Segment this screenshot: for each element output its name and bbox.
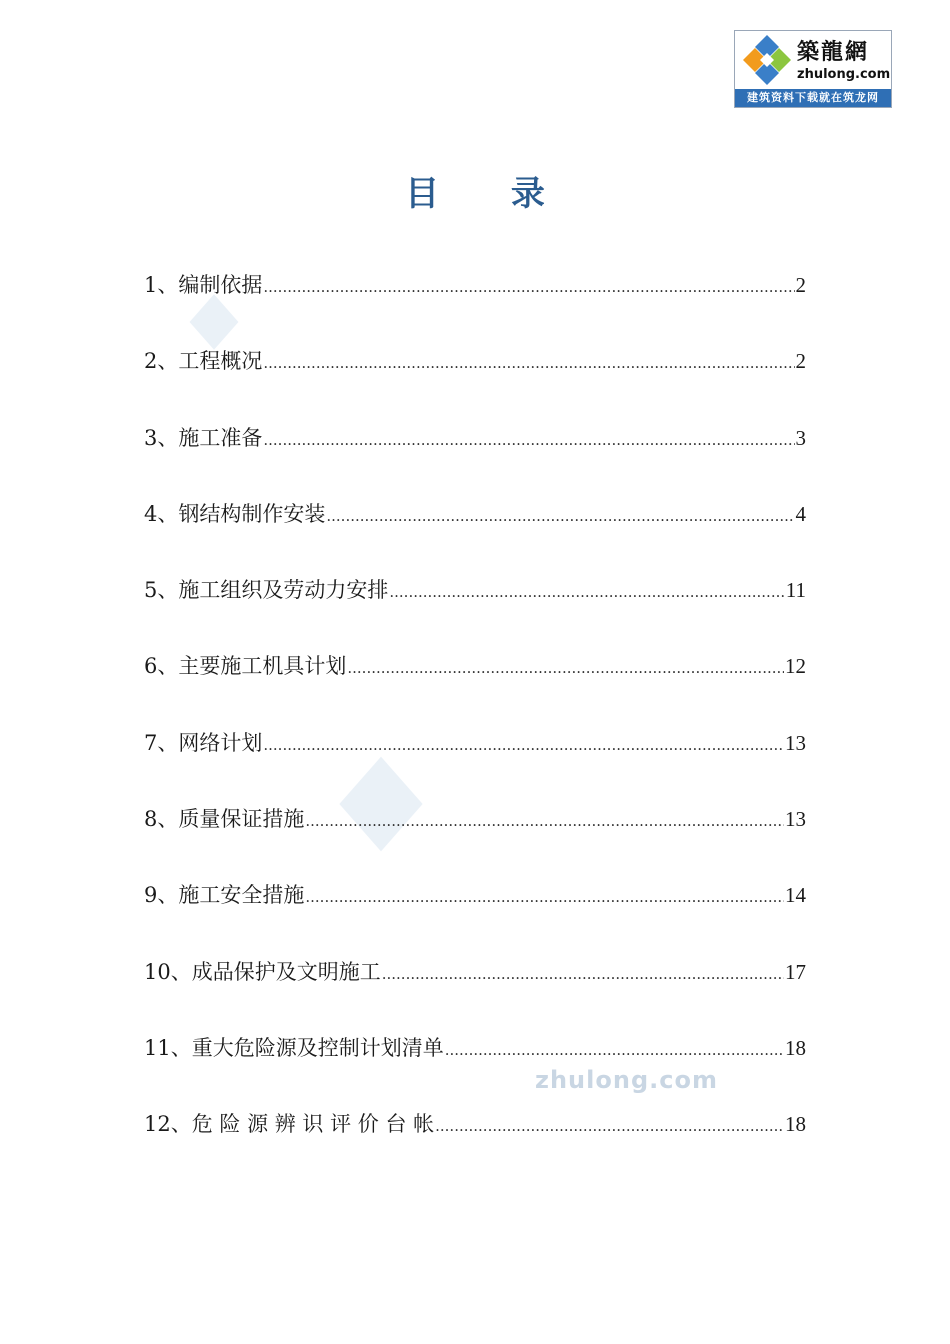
page-title: 目 录 — [405, 174, 575, 214]
toc-entry[interactable] — [144, 1029, 806, 1105]
toc-entry-page: 13 — [785, 730, 806, 755]
toc-entry[interactable] — [144, 419, 806, 495]
toc-entry-page: 18 — [785, 1112, 806, 1137]
toc-dot-leader — [263, 268, 794, 306]
toc-entry-label: 3、施工准备 — [144, 425, 263, 450]
toc-entry-label: 10、成品保护及文明施工 — [144, 959, 381, 984]
toc-dot-leader — [435, 1107, 784, 1145]
toc-entry-page: 18 — [785, 1035, 806, 1060]
zhulong-logo-icon — [739, 33, 795, 87]
toc-entry-label: 4、钢结构制作安装 — [144, 501, 326, 526]
toc-dot-leader — [445, 1031, 784, 1069]
toc-dot-leader — [305, 878, 784, 916]
toc-entry-page: 3 — [795, 425, 806, 450]
toc-entry-page: 12 — [785, 654, 806, 679]
toc-entry-page: 14 — [785, 883, 806, 908]
logo-tagline: 建筑资料下载就在筑龙网 — [735, 89, 891, 107]
toc-entry-label: 7、网络计划 — [144, 730, 263, 755]
toc-entry-label: 5、施工组织及劳动力安排 — [144, 578, 389, 603]
toc-entry-page: 17 — [785, 959, 806, 984]
toc-entry[interactable] — [144, 647, 806, 723]
toc-dot-leader — [263, 726, 784, 764]
toc-dot-leader — [326, 497, 794, 535]
toc-entry-page: 13 — [785, 807, 806, 832]
toc-entry-label: 1、编制依据 — [144, 273, 263, 297]
toc-entry-page: 4 — [795, 501, 806, 526]
toc-entry[interactable] — [144, 571, 806, 647]
toc-entry-label: 11、重大危险源及控制计划清单 — [144, 1035, 444, 1060]
toc-entry[interactable] — [144, 953, 806, 1029]
toc-entry[interactable] — [144, 876, 806, 952]
toc-dot-leader — [389, 573, 784, 611]
toc-entry[interactable] — [144, 1105, 806, 1181]
toc-entry-label: 6、主要施工机具计划 — [144, 654, 347, 679]
watermark-text: zhulong.com — [535, 1066, 718, 1094]
table-of-contents — [144, 266, 806, 1182]
toc-entry-page: 11 — [785, 578, 806, 603]
toc-dot-leader — [263, 344, 794, 382]
toc-entry[interactable] — [144, 342, 806, 418]
toc-entry-page: 2 — [795, 349, 806, 374]
toc-dot-leader — [382, 955, 784, 993]
toc-entry-label: 12、危 险 源 辨 识 评 价 台 帐 — [144, 1112, 435, 1137]
toc-entry[interactable] — [144, 266, 806, 342]
toc-entry[interactable] — [144, 724, 806, 800]
toc-dot-leader — [263, 421, 794, 459]
toc-dot-leader — [347, 649, 784, 687]
toc-entry[interactable] — [144, 495, 806, 571]
toc-entry-label: 2、工程概况 — [144, 349, 263, 374]
toc-dot-leader — [305, 802, 784, 840]
toc-entry-label: 9、施工安全措施 — [144, 883, 305, 908]
logo-domain: zhulong.com — [797, 67, 891, 82]
toc-entry[interactable] — [144, 800, 806, 876]
zhulong-logo — [734, 30, 892, 108]
toc-entry-page: 2 — [795, 273, 806, 297]
toc-entry-label: 8、质量保证措施 — [144, 807, 305, 832]
logo-chinese-name: 築龍網 — [797, 40, 870, 65]
